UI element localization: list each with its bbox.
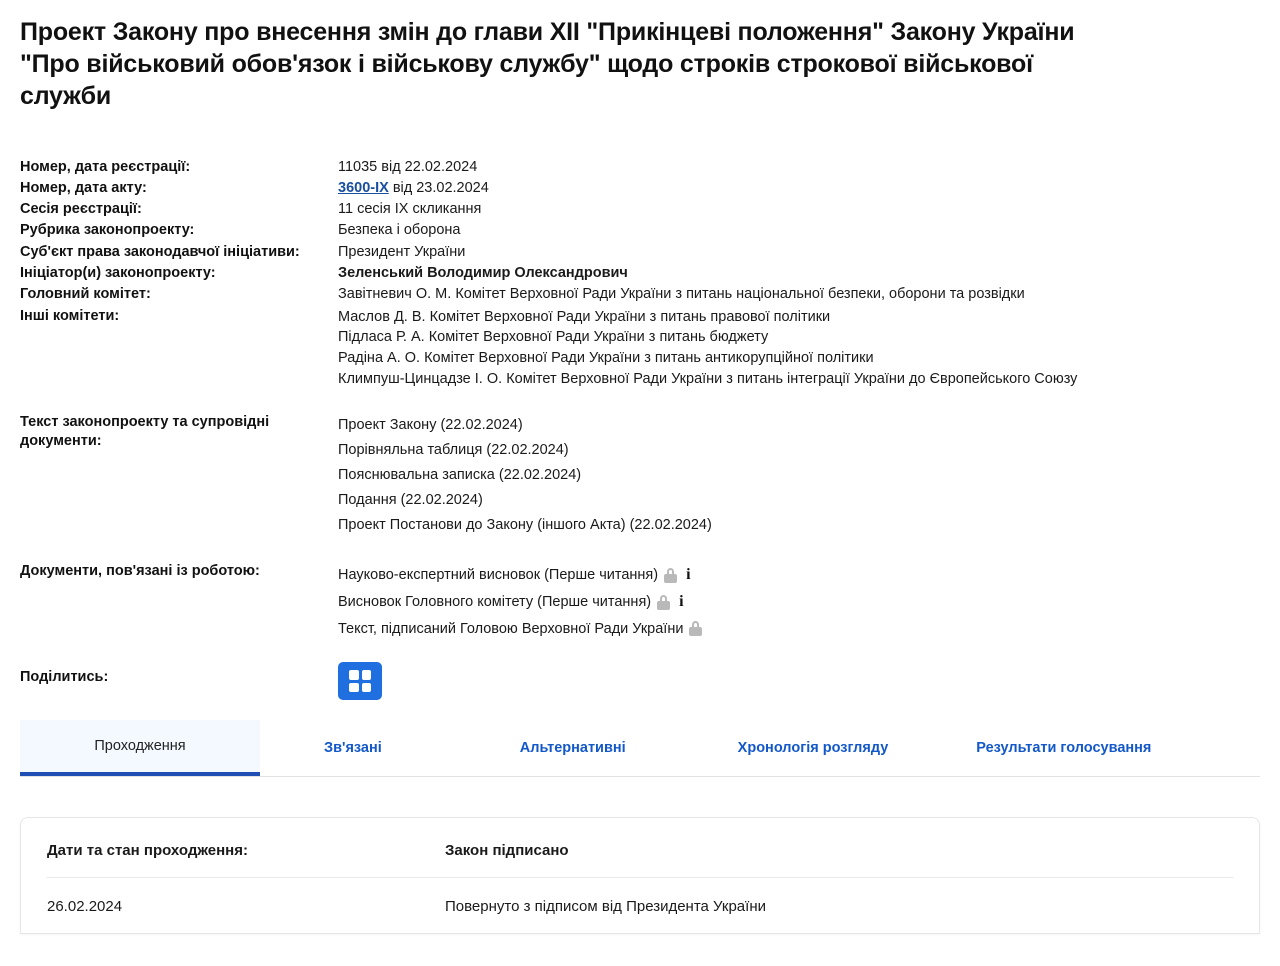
value-rubric: Безпека і оборона [338,222,461,239]
label-initiator: Ініціатор(и) законопроекту: [20,264,216,281]
related-document-link[interactable]: Текст, підписаний Головою Верховної Ради України [338,620,684,637]
tab-label: Альтернативні [519,740,626,757]
other-committee-item: Радіна А. О. Комітет Верховної Ради України з питань антикорупційної політики [338,350,874,367]
value-subject: Президент України [338,243,466,260]
value-other-committees [338,305,1260,391]
lock-icon [689,621,702,636]
info-icon[interactable]: i [686,566,691,584]
meta-row-registration [20,157,1260,178]
other-committee-item: Підласа Р. А. Комітет Верховної Ради України з питань бюджету [338,329,769,346]
progress-table-header [47,818,1233,878]
meta-row-subject [20,242,1260,263]
label-main-committee: Головний комітет: [20,285,151,302]
value-texts [338,391,1260,540]
document-link[interactable]: Проект Постанови до Закону (іншого Акта) (22.02.2024) [338,516,712,533]
label-subject: Суб'єкт права законодавчої ініціативи: [20,243,300,260]
label-act-number: Номер, дата акту: [20,180,147,197]
related-document-link[interactable]: Науково-експертний висновок (Перше читання) [338,566,659,583]
label-share: Поділитись: [20,669,109,686]
other-committee-item: Климпуш-Цинцадзе І. О. Комітет Верховної Ради України з питань інтеграції України до Європейського Союзу [338,370,1078,387]
tabs-bar [20,720,1260,777]
page-root [0,8,1280,966]
progress-row-date: 26.02.2024 [47,898,123,916]
meta-row-initiator [20,263,1260,284]
tab-label: Результати голосування [976,740,1152,757]
page-title: Проект Закону про внесення змін до глави XII "Прикінцеві положення" Закону України "Про військовий обов'язок і військову службу" щодо строків строкової військової служби [20,18,1075,110]
meta-row-session [20,199,1260,220]
related-document-row[interactable] [338,616,1260,643]
tab-label: Хронологія розгляду [737,740,889,757]
value-initiator: Зеленський Володимир Олександрович [338,264,628,281]
tab-rezultaty-holosuvannya[interactable] [910,720,1173,776]
meta-row-act [20,178,1260,199]
info-icon[interactable]: i [679,593,684,611]
progress-header-status: Закон підписано [445,842,569,860]
tab-label: Зв'язані [324,740,382,757]
table-row [47,878,1233,933]
document-link[interactable]: Проект Закону (22.02.2024) [338,417,523,434]
meta-row-share [20,644,1260,702]
related-document-row[interactable] [338,589,1260,616]
related-document-row[interactable] [338,562,1260,589]
lock-icon [664,568,677,583]
meta-row-other-committees [20,305,1260,391]
qr-code-share-button[interactable] [338,662,382,700]
tab-label: Проходження [94,738,186,755]
value-registration: 11035 від 22.02.2024 [338,159,478,175]
tab-prohodzhennya[interactable] [20,720,260,776]
progress-card [20,817,1260,934]
lock-icon [657,595,670,610]
progress-header-dates: Дати та стан проходження: [47,842,248,860]
qr-code-icon [349,670,371,692]
other-committee-item: Маслов Д. В. Комітет Верховної Ради України з питань правової політики [338,308,831,325]
meta-row-main-committee [20,284,1260,305]
label-other-committees: Інші комітети: [20,307,120,324]
value-act-number [338,178,1260,199]
document-link[interactable]: Подання (22.02.2024) [338,492,483,508]
label-texts: Текст законопроекту та супровідні документи: [20,414,270,450]
label-related: Документи, пов'язані із роботою: [20,562,260,579]
value-share [338,644,1260,702]
tab-zviazani[interactable] [260,720,404,776]
act-number-rest: від 23.02.2024 [388,180,489,197]
meta-row-rubric [20,220,1260,241]
value-related [338,540,1260,644]
document-metadata-table [20,157,1260,702]
label-registration: Номер, дата реєстрації: [20,159,191,175]
related-document-link[interactable]: Висновок Головного комітету (Перше читання) [338,593,652,610]
value-main-committee: Завітневич О. М. Комітет Верховної Ради України з питань національної безпеки, оборони та розвідки [338,285,1025,302]
act-number-link[interactable]: 3600-IX [338,180,389,197]
progress-row-state: Повернуто з підписом від Президента України [445,898,766,916]
tab-khronolohiya[interactable] [648,720,911,776]
value-session: 11 сесія IX скликання [338,201,482,218]
document-link[interactable]: Пояснювальна записка (22.02.2024) [338,467,582,484]
meta-row-related [20,540,1260,644]
label-session: Сесія реєстрації: [20,201,142,218]
document-link[interactable]: Порівняльна таблиця (22.02.2024) [338,442,569,459]
label-rubric: Рубрика законопроекту: [20,222,195,239]
meta-row-texts [20,391,1260,540]
tab-alternatyvni[interactable] [404,720,648,776]
